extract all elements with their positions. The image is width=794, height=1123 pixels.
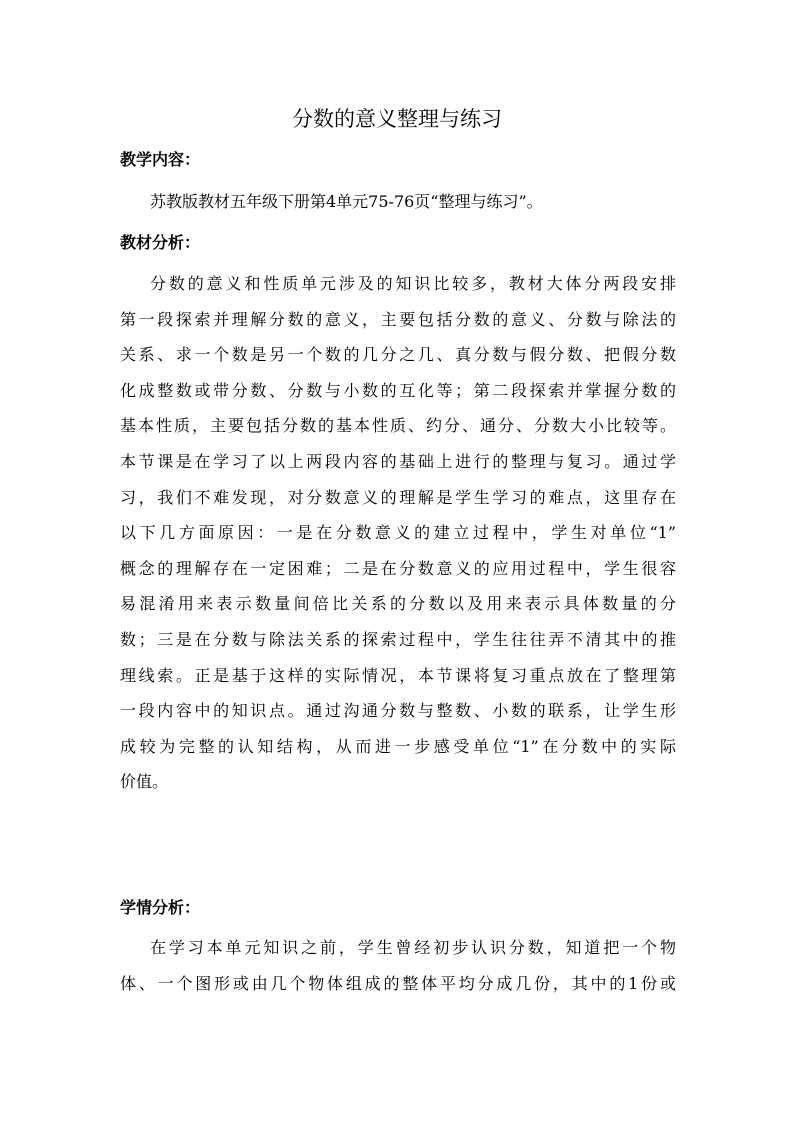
paragraph-line: 价值。	[120, 772, 169, 792]
section-heading-textbook-analysis: 教材分析：	[120, 233, 201, 252]
paragraph-line: 在学习本单元知识之前，学生曾经初步认识分数，知道把一个物	[150, 938, 676, 957]
section-heading-student-analysis: 学情分析：	[120, 898, 201, 917]
paragraph-line: 基本性质，主要包括分数的基本性质、约分、通分、分数大小比较等。	[120, 416, 676, 436]
paragraph-line: 易混淆用来表示数量间倍比关系的分数以及用来表示具体数量的分	[120, 594, 676, 614]
paragraph-line: 苏教版教材五年级下册第4单元75-76页“整理与练习”。	[150, 192, 543, 211]
section-heading-teaching-content: 教学内容：	[120, 150, 201, 169]
paragraph-line: 关系、求一个数是另一个数的几分之几、真分数与假分数、把假分数	[120, 345, 676, 365]
paragraph-line: 体、一个图形或由几个物体组成的整体平均分成几份，其中的1份或	[120, 973, 676, 993]
section-body-teaching-content	[120, 184, 676, 220]
paragraph-line: 本节课是在学习了以上两段内容的基础上进行的整理与复习。通过学	[120, 451, 676, 471]
paragraph-line: 分数的意义和性质单元涉及的知识比较多，教材大体分两段安排	[150, 274, 676, 293]
paragraph-line: 第一段探索并理解分数的意义，主要包括分数的意义、分数与除法的	[120, 309, 676, 329]
document-title: 分数的意义整理与练习	[292, 107, 502, 131]
paragraph-line: 理线索。正是基于这样的实际情况，本节课将复习重点放在了整理第	[120, 665, 676, 685]
paragraph-line: 以下几方面原因：一是在分数意义的建立过程中，学生对单位“1”	[120, 523, 676, 543]
section-body-textbook-analysis	[120, 266, 676, 800]
paragraph-line: 成较为完整的认知结构，从而进一步感受单位“1”在分数中的实际	[120, 736, 676, 756]
paragraph-line: 概念的理解存在一定困难；二是在分数意义的应用过程中，学生很容	[120, 558, 676, 578]
paragraph-line: 数；三是在分数与除法关系的探索过程中，学生往往弄不清其中的推	[120, 629, 676, 649]
section-body-student-analysis	[120, 930, 676, 1001]
paragraph-line: 一段内容中的知识点。通过沟通分数与整数、小数的联系，让学生形	[120, 701, 676, 721]
paragraph-line: 习，我们不难发现，对分数意义的理解是学生学习的难点，这里存在	[120, 487, 676, 507]
paragraph-line: 化成整数或带分数、分数与小数的互化等；第二段探索并掌握分数的	[120, 380, 676, 400]
